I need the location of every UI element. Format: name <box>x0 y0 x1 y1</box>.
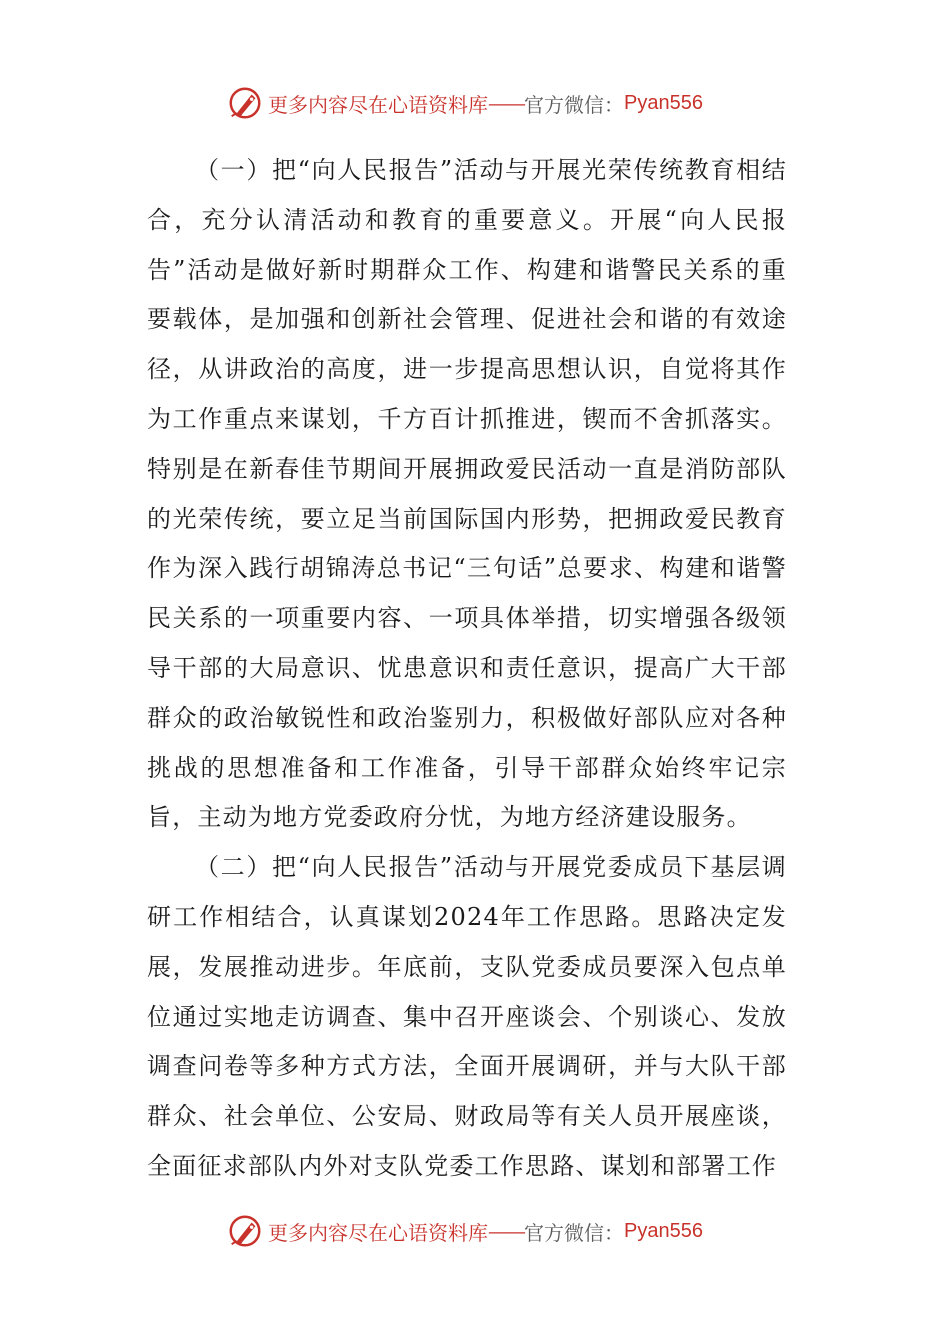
pen-nib-logo-icon <box>226 84 264 122</box>
banner-contact-label: 官方微信： <box>524 92 624 117</box>
footer-watermark-banner <box>226 1211 746 1251</box>
banner-site-text: 更多内容尽在心语资料库 <box>268 92 488 117</box>
banner-dash: —— <box>488 1219 524 1243</box>
paragraph-2: （二）把“向人民报告”活动与开展党委成员下基层调研工作相结合，认真谋划2024年工作思路。思路决定发展，发展推动进步。年底前，支队党委成员要深入包点单位通过实地走访调查、集中召开座谈会、个别谈心、发放调查问卷等多种方式方法，全面开展调研，并与大队干部群众、社会单位、公安局、财政局等有关人员开展座谈，全面征求部队内外对支队党委工作思路、谋划和部署工作 <box>147 853 787 1180</box>
banner-site-text: 更多内容尽在心语资料库 <box>268 1220 488 1245</box>
banner-contact-label: 官方微信： <box>524 1220 624 1245</box>
header-watermark-banner <box>226 83 746 123</box>
banner-contact-id: Pyan556 <box>624 91 703 114</box>
banner-contact-id: Pyan556 <box>624 1219 703 1242</box>
document-body <box>147 146 787 1192</box>
pen-nib-logo-icon <box>226 1212 264 1250</box>
paragraph-1: （一）把“向人民报告”活动与开展光荣传统教育相结合，充分认清活动和教育的重要意义。开展“向人民报告”活动是做好新时期群众工作、构建和谐警民关系的重要载体，是加强和创新社会管理、促进社会和谐的有效途径，从讲政治的高度，进一步提高思想认识，自觉将其作为工作重点来谋划，千方百计抓推进，锲而不舍抓落实。特别是在新春佳节期间开展拥政爱民活动一直是消防部队的光荣传统，要立足当前国际国内形势，把拥政爱民教育作为深入践行胡锦涛总书记“三句话”总要求、构建和谐警民关系的一项重要内容、一项具体举措，切实增强各级领导干部的大局意识、忧患意识和责任意识，提高广大干部群众的政治敏锐性和政治鉴别力，积极做好部队应对各种挑战的思想准备和工作准备，引导干部群众始终牢记宗旨，主动为地方党委政府分忧，为地方经济建设服务。 <box>147 156 787 832</box>
banner-dash: —— <box>488 91 524 115</box>
